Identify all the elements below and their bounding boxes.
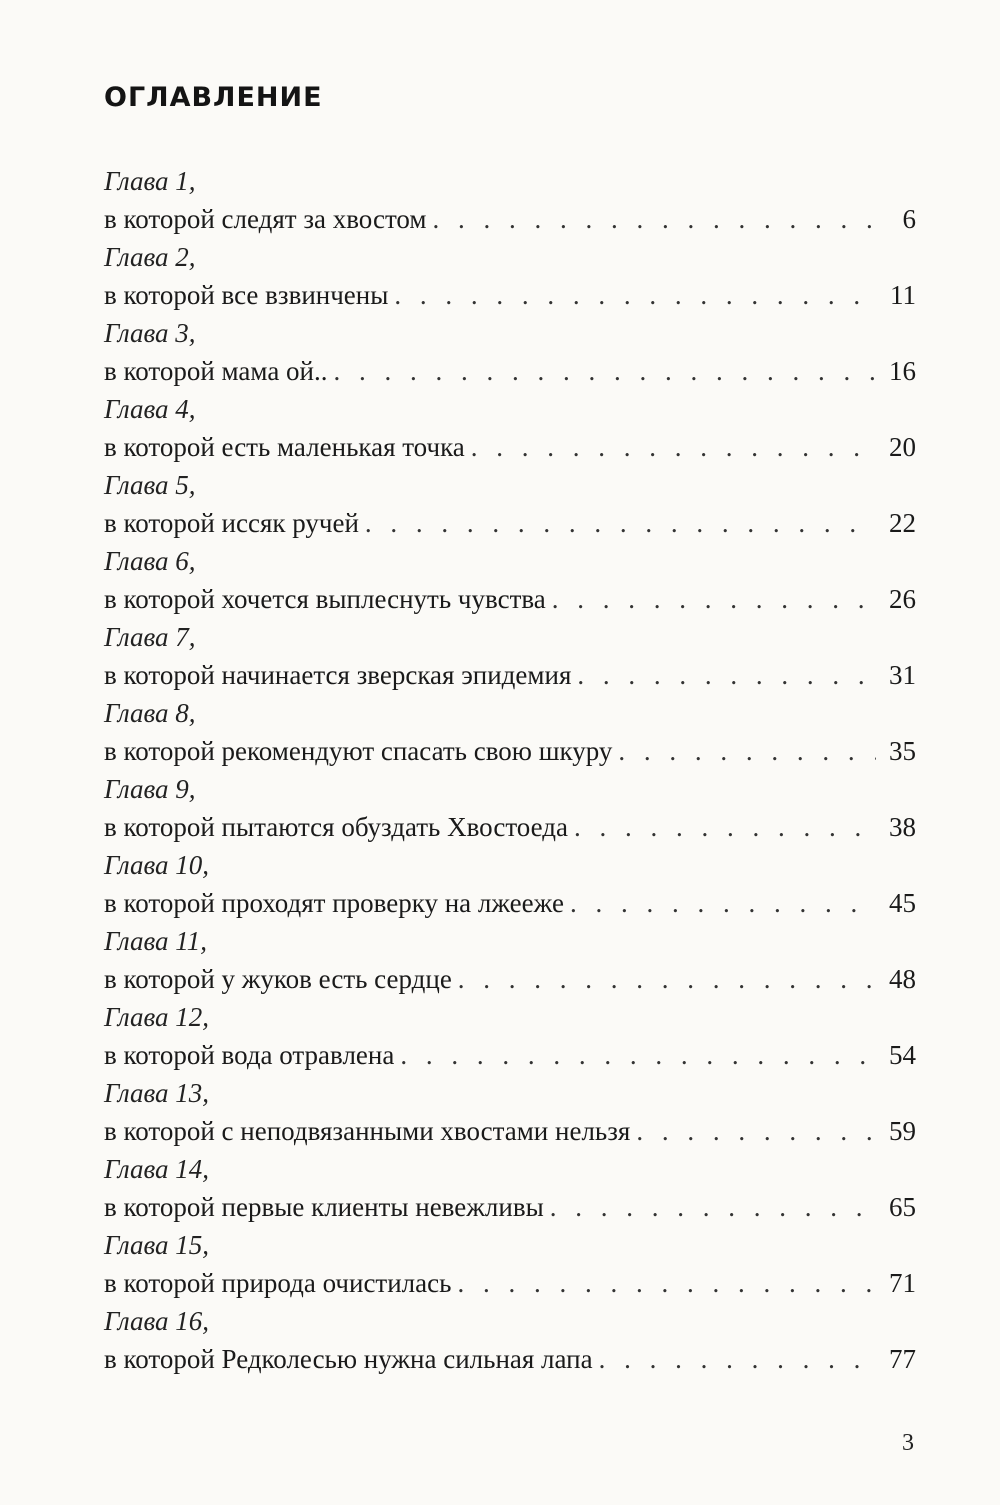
- toc-entry: [104, 1150, 916, 1226]
- page-number: 31: [889, 660, 916, 690]
- page-number: 6: [902, 204, 916, 234]
- chapter-line: [104, 276, 916, 314]
- chapter-title: в которой все взвинчены: [104, 280, 389, 310]
- chapter-line: [104, 808, 916, 846]
- page-number: 26: [889, 584, 916, 614]
- chapter-title: в которой у жуков есть сердце: [104, 964, 452, 994]
- chapter-title: в которой вода отравлена: [104, 1040, 395, 1070]
- dot-leader: [599, 1340, 876, 1378]
- chapter-label: Глава 14,: [104, 1154, 210, 1184]
- chapter-line: [104, 1264, 916, 1302]
- dot-leader: [636, 1112, 876, 1150]
- dot-leader: [334, 352, 876, 390]
- chapter-line: [104, 580, 916, 618]
- dot-leader: [618, 732, 876, 770]
- chapter-line: [104, 1340, 916, 1378]
- dot-leader: [365, 504, 876, 542]
- chapter-label: Глава 10,: [104, 850, 210, 880]
- chapter-title: в которой мама ой..: [104, 356, 328, 386]
- toc-entry: [104, 846, 916, 922]
- chapter-line: [104, 1112, 916, 1150]
- chapter-title: в которой рекомендуют спасать свою шкуру: [104, 736, 613, 766]
- dot-leader: [550, 1188, 876, 1226]
- chapter-line: [104, 1036, 916, 1074]
- chapter-line: [104, 1188, 916, 1226]
- page-number: 45: [889, 888, 916, 918]
- folio-page-number: 3: [902, 1430, 914, 1456]
- dot-leader: [574, 808, 876, 846]
- chapter-line: [104, 428, 916, 466]
- chapter-title: в которой проходят проверку на лжееже: [104, 888, 564, 918]
- page-number: 16: [889, 356, 916, 386]
- chapter-title: в которой Редколесью нужна сильная лапа: [104, 1344, 593, 1374]
- page-number: 65: [889, 1192, 916, 1222]
- chapter-line: [104, 960, 916, 998]
- toc-entry: [104, 238, 916, 314]
- toc-entry: [104, 314, 916, 390]
- toc-entry: [104, 998, 916, 1074]
- dot-leader: [432, 200, 876, 238]
- page-number: 11: [890, 280, 916, 310]
- toc-entry: [104, 922, 916, 998]
- chapter-line: [104, 200, 916, 238]
- chapter-line: [104, 504, 916, 542]
- chapter-line: [104, 352, 916, 390]
- chapter-label: Глава 5,: [104, 470, 196, 500]
- page-number: 54: [889, 1040, 916, 1070]
- chapter-title: в которой с неподвязанными хвостами нельзя: [104, 1116, 631, 1146]
- dot-leader: [394, 276, 876, 314]
- page-number: 59: [889, 1116, 916, 1146]
- chapter-label: Глава 15,: [104, 1230, 210, 1260]
- page-number: 71: [889, 1268, 916, 1298]
- chapter-label: Глава 3,: [104, 318, 196, 348]
- chapter-title: в которой иссяк ручей: [104, 508, 359, 538]
- chapter-label: Глава 4,: [104, 394, 196, 424]
- chapter-label: Глава 7,: [104, 622, 196, 652]
- page-number: 38: [889, 812, 916, 842]
- toc-entry: [104, 618, 916, 694]
- chapter-title: в которой следят за хвостом: [104, 204, 427, 234]
- chapter-label: Глава 6,: [104, 546, 196, 576]
- chapter-title: в которой первые клиенты невежливы: [104, 1192, 544, 1222]
- page-title: оглавление: [104, 71, 323, 115]
- dot-leader: [458, 960, 876, 998]
- toc-entry: [104, 466, 916, 542]
- chapter-label: Глава 9,: [104, 774, 196, 804]
- chapter-title: в которой хочется выплеснуть чувства: [104, 584, 546, 614]
- toc-entry: [104, 542, 916, 618]
- chapter-label: Глава 11,: [104, 926, 208, 956]
- dot-leader: [552, 580, 876, 618]
- chapter-label: Глава 1,: [104, 166, 196, 196]
- dot-leader: [471, 428, 876, 466]
- toc-entry: [104, 770, 916, 846]
- dot-leader: [570, 884, 876, 922]
- table-of-contents: [104, 162, 916, 1378]
- chapter-label: Глава 12,: [104, 1002, 210, 1032]
- chapter-title: в которой есть маленькая точка: [104, 432, 465, 462]
- page-number: 77: [889, 1344, 916, 1374]
- chapter-label: Глава 2,: [104, 242, 196, 272]
- toc-entry: [104, 694, 916, 770]
- page-number: 35: [889, 736, 916, 766]
- toc-entry: [104, 1226, 916, 1302]
- page-number: 48: [889, 964, 916, 994]
- chapter-label: Глава 8,: [104, 698, 196, 728]
- dot-leader: [457, 1264, 876, 1302]
- chapter-title: в которой природа очистилась: [104, 1268, 452, 1298]
- page-number: 22: [889, 508, 916, 538]
- chapter-label: Глава 16,: [104, 1306, 210, 1336]
- toc-entry: [104, 390, 916, 466]
- chapter-label: Глава 13,: [104, 1078, 210, 1108]
- page-number: 20: [889, 432, 916, 462]
- toc-entry: [104, 1302, 916, 1378]
- toc-entry: [104, 1074, 916, 1150]
- dot-leader: [577, 656, 876, 694]
- chapter-line: [104, 732, 916, 770]
- chapter-title: в которой начинается зверская эпидемия: [104, 660, 572, 690]
- chapter-title: в которой пытаются обуздать Хвостоеда: [104, 812, 568, 842]
- toc-entry: [104, 162, 916, 238]
- chapter-line: [104, 656, 916, 694]
- chapter-line: [104, 884, 916, 922]
- dot-leader: [400, 1036, 876, 1074]
